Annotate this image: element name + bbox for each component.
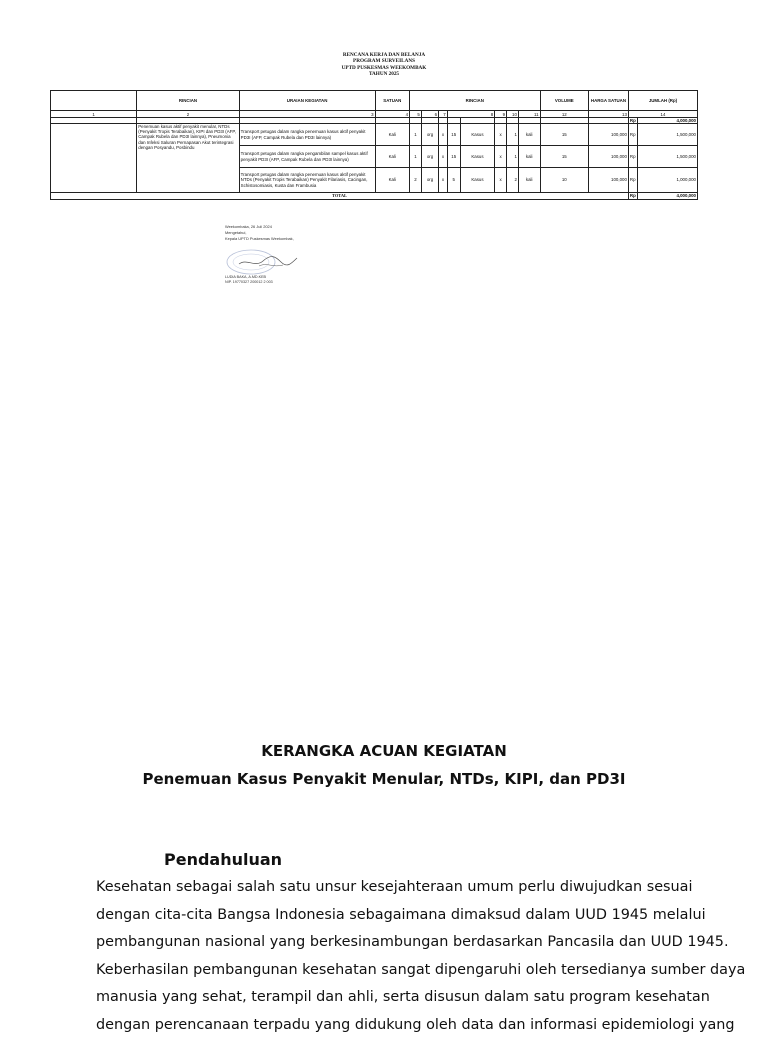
- total-currency: Rp: [628, 193, 637, 200]
- unit-cell: kali: [518, 146, 540, 168]
- signature-position: Kepala UPTD Puskesmas Weekombak,: [225, 236, 365, 242]
- header-volume: VOLUME: [540, 91, 589, 111]
- paragraph-line: dengan cita-cita Bangsa Indonesia sebagaimana dimaksud dalam UUD 1945 melalui: [96, 904, 672, 932]
- col-number: 5: [410, 111, 422, 118]
- section-heading: Pendahuluan: [164, 850, 282, 869]
- rincian-description: Penemuan kasus aktif penyakit menular, NTDs (Penyakit Tropis Terabaikan), KIPI dan PD3I (AFP, Campak Rubela dan PD3I lainnya), Pneumonia dan Infeksi Saluran Pernapasan Akut terintegrasi dengan Posyandu, Posbindu: [137, 124, 239, 193]
- signature-name-block: [225, 275, 273, 285]
- unit-cell: kali: [518, 168, 540, 193]
- header-harga: HARGA SATUAN: [589, 91, 629, 111]
- col-number: 9: [495, 111, 507, 118]
- unit-cell: Kasus: [460, 168, 495, 193]
- total-amount: 4,000,000: [637, 193, 697, 200]
- qty-cell: 1: [507, 146, 519, 168]
- col-number: 3: [239, 111, 375, 118]
- currency-cell: Rp: [628, 168, 637, 193]
- col-number: 8: [447, 111, 494, 118]
- signature-block: [225, 224, 365, 242]
- signature-nip: NIP. 19770327 200012 2 003: [225, 280, 273, 285]
- header-jumlah: JUMLAH (Rp): [628, 91, 697, 111]
- qty-cell: 1: [410, 124, 422, 146]
- volume-cell: 15: [540, 124, 589, 146]
- budget-title-line: PROGRAM SURVEILANS: [0, 58, 768, 64]
- times-cell: x: [439, 168, 448, 193]
- subtotal-currency: Rp: [628, 118, 637, 124]
- qty-cell: 15: [447, 146, 460, 168]
- harga-cell: 100,000: [589, 124, 629, 146]
- volume-cell: 10: [540, 168, 589, 193]
- qty-cell: 1: [410, 146, 422, 168]
- satuan-cell: Kali: [375, 168, 410, 193]
- column-number-row: [51, 111, 698, 118]
- paragraph-line: Kesehatan sebagai salah satu unsur kesejahteraan umum perlu diwujudkan sesuai: [96, 876, 672, 904]
- header-rincian-detail: RINCIAN: [410, 91, 541, 111]
- times-cell: x: [495, 168, 507, 193]
- times-cell: x: [495, 146, 507, 168]
- col-number: 13: [589, 111, 629, 118]
- budget-table: [50, 90, 698, 200]
- col-number: 7: [439, 111, 448, 118]
- col-number: 14: [628, 111, 697, 118]
- signature-place-date: Weekombaka, 26 Juli 2024: [225, 224, 365, 230]
- harga-cell: 100,000: [589, 146, 629, 168]
- header-uraian: URAIAN KEGIATAN: [239, 91, 375, 111]
- currency-cell: Rp: [628, 124, 637, 146]
- qty-cell: 5: [447, 168, 460, 193]
- qty-cell: 2: [507, 168, 519, 193]
- col-number: 10: [507, 111, 519, 118]
- qty-cell: 1: [507, 124, 519, 146]
- volume-cell: 15: [540, 146, 589, 168]
- paragraph-line: manusia yang sehat, terampil dan ahli, serta disusun dalam satu program kesehatan: [96, 986, 672, 1014]
- signature-acknowledged: Mengetahui,: [225, 230, 365, 236]
- budget-title: [0, 52, 768, 78]
- jumlah-cell: 1,500,000: [637, 124, 697, 146]
- col-number: 1: [51, 111, 137, 118]
- unit-cell: Kasus: [460, 146, 495, 168]
- paragraph-line: Keberhasilan pembangunan kesehatan sangat dipengaruhi oleh tersedianya sumber daya: [96, 959, 672, 987]
- times-cell: x: [495, 124, 507, 146]
- jumlah-cell: 1,500,000: [637, 146, 697, 168]
- table-row: [51, 124, 698, 146]
- header-cell: [51, 91, 137, 111]
- col-number: 6: [421, 111, 438, 118]
- uraian-cell: Transport petugas dalam rangka pengambilan sampel kasus aktif penyakit PD3I (AFP, Campak Rubela dan PD3I lainnya): [239, 146, 375, 168]
- table-header-row: [51, 91, 698, 111]
- total-row: [51, 193, 698, 200]
- col-number: 12: [540, 111, 589, 118]
- uraian-cell: Transport petugas dalam rangka penemuan kasus aktif penyakit PD3I (AFP, Campak Rubela dan PD3I lainnya): [239, 124, 375, 146]
- harga-cell: 100,000: [589, 168, 629, 193]
- times-cell: x: [439, 146, 448, 168]
- document-subtitle: Penemuan Kasus Penyakit Menular, NTDs, KIPI, dan PD3I: [0, 770, 768, 788]
- uraian-cell: Transport petugas dalam rangka penemuan kasus aktif penyakit NTDs (Penyakit Tropis Terabaikan) Penyakit Filariasis, Cacingan, Schistosomiasis, Kusta dan Frambusia: [239, 168, 375, 193]
- qty-cell: 2: [410, 168, 422, 193]
- col-number: 11: [518, 111, 540, 118]
- unit-cell: kali: [518, 124, 540, 146]
- paragraph-line: pembangunan nasional yang berkesinambungan berdasarkan Pancasila dan UUD 1945.: [96, 931, 672, 959]
- satuan-cell: Kali: [375, 146, 410, 168]
- document-title: KERANGKA ACUAN KEGIATAN: [0, 742, 768, 760]
- stamp-signature-icon: [225, 246, 301, 276]
- budget-title-line: RENCANA KERJA DAN BELANJA: [0, 52, 768, 58]
- col-number: 2: [137, 111, 239, 118]
- unit-cell: org: [421, 146, 438, 168]
- header-rincian: RINCIAN: [137, 91, 239, 111]
- header-satuan: SATUAN: [375, 91, 410, 111]
- total-label: TOTAL: [51, 193, 629, 200]
- col-number: 4: [375, 111, 410, 118]
- currency-cell: Rp: [628, 146, 637, 168]
- subtotal-amount: 4,000,000: [637, 118, 697, 124]
- signature-name: LUDIA BAKA, A.MD.KEB: [225, 275, 273, 280]
- times-cell: x: [439, 124, 448, 146]
- unit-cell: org: [421, 124, 438, 146]
- satuan-cell: Kali: [375, 124, 410, 146]
- qty-cell: 15: [447, 124, 460, 146]
- introduction-paragraph: [96, 876, 672, 1041]
- budget-title-line: UPTD PUSKESMAS WEEKOMBAK: [0, 65, 768, 71]
- unit-cell: org: [421, 168, 438, 193]
- paragraph-line: dengan perencanaan terpadu yang didukung oleh data dan informasi epidemiologi yang: [96, 1014, 672, 1041]
- budget-title-line: TAHUN 2025: [0, 71, 768, 77]
- jumlah-cell: 1,000,000: [637, 168, 697, 193]
- unit-cell: Kasus: [460, 124, 495, 146]
